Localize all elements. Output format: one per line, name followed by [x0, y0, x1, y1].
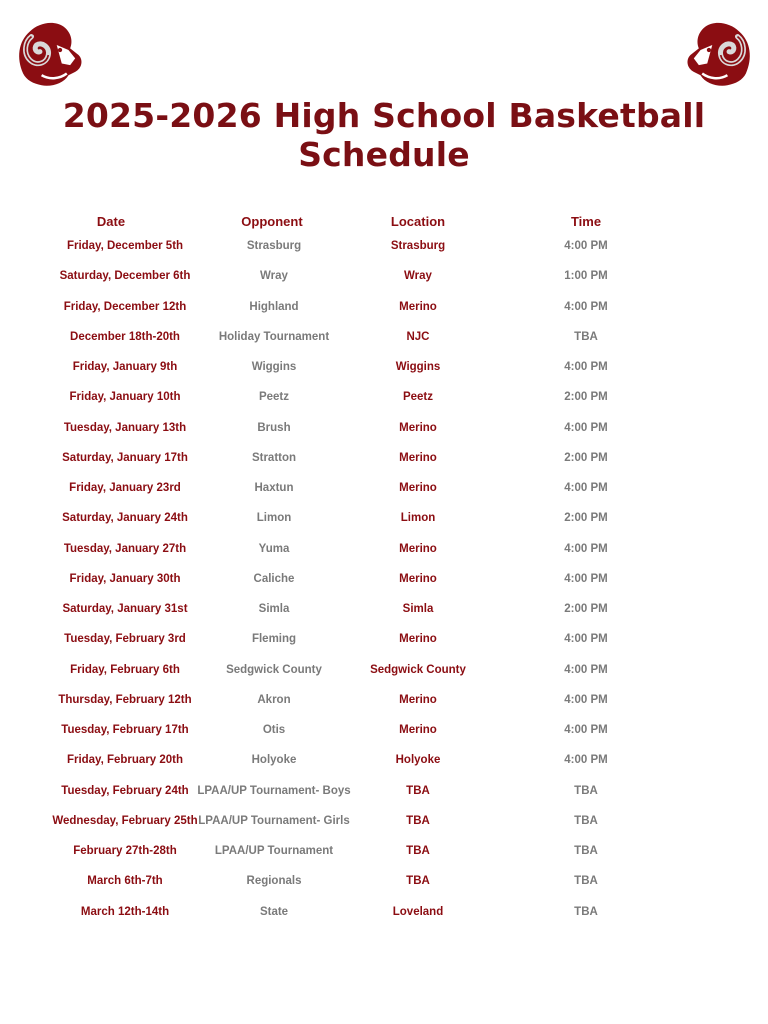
row-date: Saturday, January 31st: [62, 603, 188, 615]
row-location: TBA: [406, 814, 430, 827]
row-opponent: LPAA/UP Tournament- Girls: [198, 814, 350, 827]
row-location: Loveland: [392, 905, 444, 918]
row-time: 4:00 PM: [564, 300, 608, 313]
row-opponent: Highland: [249, 300, 299, 313]
row-time: 2:00 PM: [564, 512, 608, 525]
row-location: TBA: [406, 875, 430, 888]
row-time: 4:00 PM: [564, 361, 608, 373]
row-date: Friday, February 20th: [66, 754, 184, 767]
table-row: [0, 540, 768, 560]
header-location: Location: [390, 214, 446, 229]
row-opponent: State: [259, 905, 289, 918]
row-time: 4:00 PM: [564, 240, 608, 252]
row-date: Friday, January 10th: [69, 391, 181, 404]
row-opponent: Wiggins: [251, 361, 297, 373]
row-opponent: Stratton: [251, 451, 297, 464]
row-time: TBA: [574, 845, 598, 857]
ram-logo-right: [676, 8, 762, 92]
row-time: TBA: [574, 905, 598, 918]
row-time: 4:00 PM: [564, 542, 608, 555]
table-row: [0, 298, 768, 318]
row-date: Saturday, January 17th: [62, 451, 188, 464]
table-row: [0, 903, 768, 923]
ram-head-mascot-icon: [676, 8, 762, 92]
page-title: 2025-2026 High School Basketball Schedule: [62, 96, 706, 174]
row-time: 2:00 PM: [564, 451, 608, 464]
row-location: Wray: [404, 270, 432, 283]
row-location: Simla: [402, 603, 434, 615]
row-time: TBA: [574, 875, 598, 888]
table-row: [0, 358, 768, 378]
row-date: March 12th-14th: [80, 905, 170, 918]
row-opponent: LPAA/UP Tournament- Boys: [197, 784, 351, 797]
table-row: [0, 328, 768, 348]
row-location: Limon: [400, 512, 436, 525]
row-date: December 18th-20th: [70, 330, 180, 343]
row-location: NJC: [406, 330, 430, 343]
row-opponent: Brush: [257, 421, 291, 434]
row-location: Merino: [399, 542, 437, 555]
row-opponent: Simla: [258, 603, 290, 615]
row-date: Tuesday, February 17th: [61, 724, 189, 736]
header-date: Date: [96, 214, 126, 229]
table-row: [0, 479, 768, 499]
row-location: Merino: [399, 451, 437, 464]
row-location: Merino: [399, 572, 437, 585]
row-location: Merino: [399, 693, 437, 706]
row-time: 4:00 PM: [564, 724, 608, 736]
row-time: 4:00 PM: [564, 572, 608, 585]
table-row: [0, 509, 768, 529]
row-time: 2:00 PM: [564, 603, 608, 615]
row-date: Friday, February 6th: [70, 663, 180, 676]
header-time: Time: [570, 214, 602, 229]
row-time: 4:00 PM: [564, 693, 608, 706]
row-date: Saturday, December 6th: [59, 270, 191, 283]
row-location: TBA: [406, 845, 430, 857]
row-date: Friday, January 9th: [72, 361, 178, 373]
schedule-header: [0, 213, 768, 233]
row-time: 4:00 PM: [564, 663, 608, 676]
table-row: [0, 691, 768, 711]
row-opponent: LPAA/UP Tournament: [214, 845, 334, 857]
row-opponent: Holiday Tournament: [218, 330, 330, 343]
table-row: [0, 751, 768, 771]
row-date: February 27th-28th: [73, 845, 177, 857]
row-location: Wiggins: [395, 361, 441, 373]
row-opponent: Yuma: [258, 542, 290, 555]
row-date: Tuesday, February 3rd: [64, 633, 186, 646]
row-location: Sedgwick County: [370, 663, 466, 676]
table-row: [0, 570, 768, 590]
row-opponent: Peetz: [258, 391, 290, 404]
ram-logo-left: [7, 8, 93, 92]
row-location: Merino: [399, 724, 437, 736]
row-date: Wednesday, February 25th: [52, 814, 198, 827]
row-opponent: Fleming: [251, 633, 297, 646]
row-location: Holyoke: [395, 754, 441, 767]
row-time: 4:00 PM: [564, 633, 608, 646]
row-opponent: Strasburg: [246, 240, 302, 252]
row-opponent: Caliche: [253, 572, 295, 585]
table-row: [0, 812, 768, 832]
table-row: [0, 630, 768, 650]
table-row: [0, 600, 768, 620]
row-time: 4:00 PM: [564, 421, 608, 434]
table-row: [0, 237, 768, 257]
row-location: TBA: [406, 784, 430, 797]
row-date: Tuesday, February 24th: [61, 784, 189, 797]
row-time: 4:00 PM: [564, 482, 608, 494]
table-row: [0, 842, 768, 862]
row-opponent: Regionals: [246, 875, 302, 888]
row-opponent: Haxtun: [254, 482, 294, 494]
row-date: Tuesday, January 27th: [63, 542, 187, 555]
row-location: Merino: [399, 421, 437, 434]
table-row: [0, 388, 768, 408]
row-opponent: Sedgwick County: [226, 663, 322, 676]
table-row: [0, 782, 768, 802]
row-date: Saturday, January 24th: [62, 512, 188, 525]
table-row: [0, 419, 768, 439]
table-row: [0, 721, 768, 741]
header-opponent: Opponent: [241, 214, 303, 229]
ram-head-mascot-icon: [7, 8, 93, 92]
table-row: [0, 449, 768, 469]
row-date: Friday, January 30th: [69, 572, 181, 585]
row-location: Peetz: [402, 391, 434, 404]
table-row: [0, 661, 768, 681]
row-date: Friday, December 5th: [66, 240, 184, 252]
row-time: 2:00 PM: [564, 391, 608, 404]
row-time: TBA: [574, 814, 598, 827]
row-opponent: Holyoke: [251, 754, 297, 767]
row-opponent: Otis: [262, 724, 286, 736]
row-location: Merino: [399, 300, 437, 313]
row-opponent: Akron: [257, 693, 291, 706]
row-opponent: Limon: [256, 512, 292, 525]
table-row: [0, 267, 768, 287]
row-location: Merino: [399, 482, 437, 494]
row-date: March 6th-7th: [87, 875, 163, 888]
row-time: 1:00 PM: [564, 270, 608, 283]
row-time: TBA: [574, 784, 598, 797]
row-time: TBA: [574, 330, 598, 343]
row-time: 4:00 PM: [564, 754, 608, 767]
row-date: Friday, January 23rd: [69, 482, 181, 494]
table-row: [0, 872, 768, 892]
row-date: Thursday, February 12th: [58, 693, 192, 706]
row-date: Tuesday, January 13th: [63, 421, 187, 434]
row-date: Friday, December 12th: [63, 300, 187, 313]
row-opponent: Wray: [260, 270, 288, 283]
row-location: Strasburg: [390, 240, 446, 252]
row-location: Merino: [399, 633, 437, 646]
